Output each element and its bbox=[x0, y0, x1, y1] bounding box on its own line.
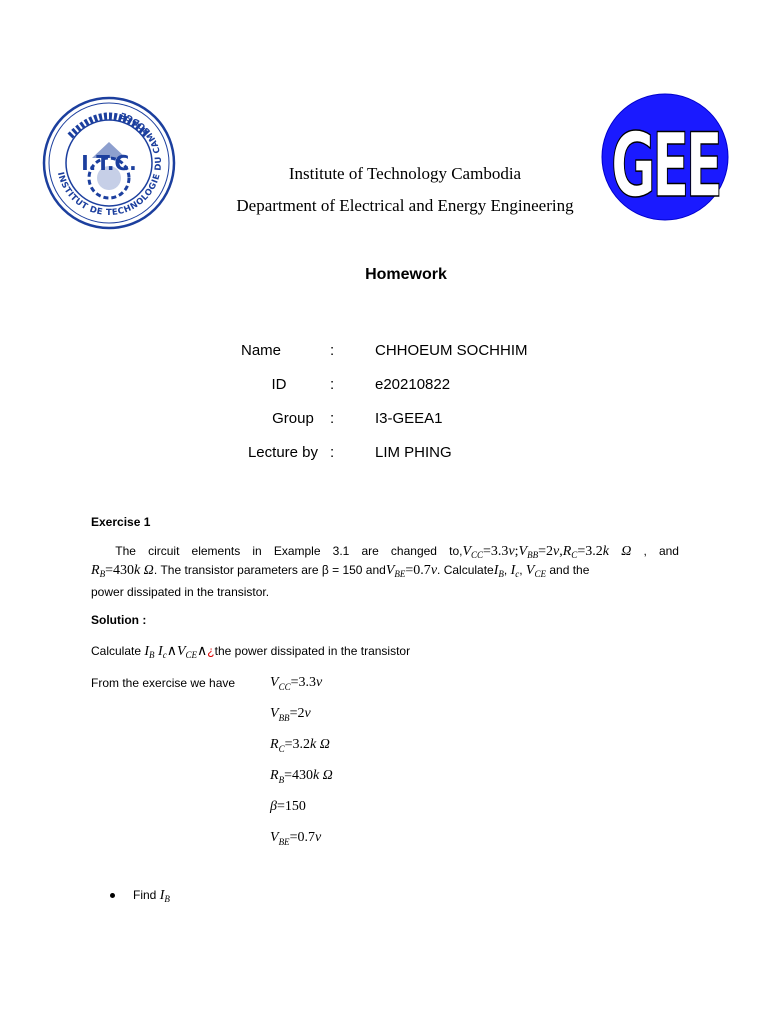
eq-vcc: $V_{CC}$ bbox=[462, 544, 484, 560]
info-value: CHHOEUM SOCHHIM bbox=[375, 342, 528, 359]
given-rb: $R_B=430k$ Ω bbox=[270, 768, 333, 786]
given-vbe: $V_{BE}=0.7v$ bbox=[270, 830, 322, 848]
find-label: Find bbox=[133, 888, 157, 902]
given-vbb: $V_{BB}=2v$ bbox=[270, 706, 311, 724]
info-row-lecturer bbox=[0, 444, 768, 464]
info-colon: : bbox=[330, 410, 335, 427]
svg-text:INSTITUT DE TECHNOLOGIE DU CAM: INSTITUT DE TECHNOLOGIE DU CAMBODGE bbox=[54, 109, 165, 219]
info-value: I3-GEEA1 bbox=[375, 410, 443, 427]
calculate-line: Calculate $I_B$ $I_c\wedge V_{CE}\wedge¿the$ power dissipated in the transistor bbox=[91, 644, 411, 660]
given-beta: β=150 bbox=[270, 799, 306, 814]
exercise-paragraph-line2: $R_B=430k$ Ω. The transistor parameters are β = 150 andV$_{BE}$=0.7v. CalculateI$_B$, $I_c$, $V_{CE}$ and the bbox=[91, 563, 590, 579]
info-label: Name bbox=[240, 342, 281, 359]
transistor-params: . The transistor parameters are β = 150 and bbox=[153, 563, 386, 577]
info-value: LIM PHING bbox=[375, 444, 452, 461]
given-rc: $R_C=3.2k$ Ω bbox=[270, 737, 330, 755]
exercise-intro: The circuit elements in Example 3.1 are changed to, bbox=[115, 544, 463, 558]
info-colon: : bbox=[330, 444, 335, 461]
given-vcc: $V_{CC}=3.3v$ bbox=[270, 675, 323, 693]
from-exercise-label: From the exercise we have bbox=[91, 676, 236, 690]
itc-logo bbox=[42, 96, 176, 230]
calc-suffix: the power dissipated in the transistor bbox=[214, 644, 411, 658]
info-label: Group bbox=[272, 410, 314, 427]
svg-text:GEE: GEE bbox=[611, 115, 720, 218]
and-the: and the bbox=[549, 563, 590, 577]
and-word: , and bbox=[643, 544, 679, 558]
institute-name: Institute of Technology Cambodia bbox=[288, 164, 522, 183]
document-title: Homework bbox=[365, 266, 447, 283]
bullet-icon bbox=[110, 893, 115, 898]
eq-rb: $R_B$ bbox=[91, 563, 106, 579]
gee-logo bbox=[600, 92, 730, 222]
info-label: Lecture by bbox=[247, 444, 319, 461]
exercise-power-line: power dissipated in the transistor. bbox=[91, 585, 270, 599]
info-value: e20210822 bbox=[375, 376, 451, 393]
calc-prefix: Calculate bbox=[91, 644, 142, 658]
exercise-heading: Exercise 1 bbox=[91, 515, 151, 529]
find-ib-bullet: Find $I_B$ bbox=[110, 888, 170, 904]
solution-heading: Solution : bbox=[91, 613, 147, 627]
exercise-paragraph-line1: The circuit elements in Example 3.1 are changed $to,V_{CC}=3.3v;V_{BB}=2v,R_C=3.2k$ Ω , and bbox=[115, 544, 679, 560]
info-colon: : bbox=[330, 376, 335, 393]
calculate-word: . Calculate bbox=[437, 563, 494, 577]
department-name: Department of Electrical and Energy Engineering bbox=[236, 196, 574, 215]
info-row-group bbox=[0, 410, 768, 430]
info-row-name bbox=[0, 342, 768, 362]
itc-logo-text: I.T.C. bbox=[81, 151, 137, 175]
info-label: ID bbox=[271, 376, 287, 393]
info-row-id bbox=[0, 376, 768, 396]
info-colon: : bbox=[330, 342, 335, 359]
